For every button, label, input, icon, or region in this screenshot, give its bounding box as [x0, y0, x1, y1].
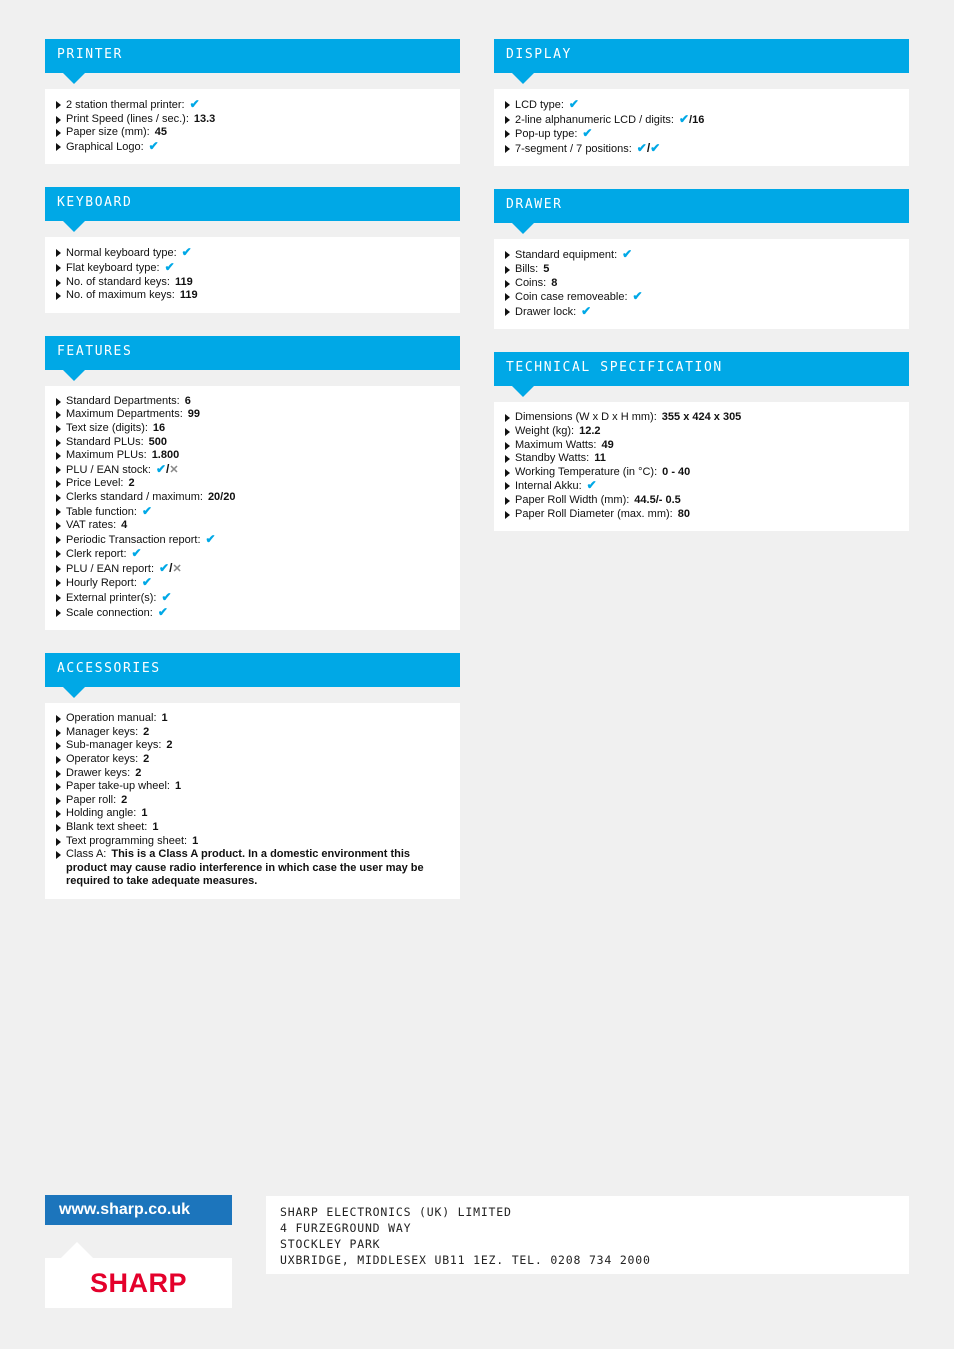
- spec-item: [56, 422, 449, 436]
- spec-value: 355 x 424 x 305: [661, 411, 742, 424]
- spec-label: Operation manual:: [66, 712, 157, 725]
- spec-value: 45: [154, 126, 167, 139]
- spec-label: Table function:: [66, 505, 137, 518]
- spec-label: Paper Roll Diameter (max. mm):: [515, 507, 673, 520]
- spec-value: 6: [184, 394, 191, 407]
- spec-item: [56, 794, 449, 808]
- spec-label: Standard PLUs:: [66, 435, 144, 448]
- spec-item: [505, 508, 898, 522]
- spec-item: [56, 477, 449, 491]
- checkmark-icon: ✔: [148, 138, 159, 153]
- spec-label: Maximum Watts:: [515, 438, 597, 451]
- spec-marks: [158, 605, 168, 619]
- spec-marks: [142, 575, 152, 589]
- accessories-list: [56, 712, 449, 889]
- features-header: FEATURES: [45, 336, 460, 370]
- spec-label: Blank text sheet:: [66, 821, 148, 833]
- spec-label: Flat keyboard type:: [66, 261, 160, 274]
- spec-marks: [161, 590, 171, 604]
- spec-value: 8: [551, 276, 558, 289]
- spec-item: [505, 142, 898, 157]
- checkmark-icon: ✔: [678, 111, 690, 126]
- logo-notch: [61, 1242, 93, 1258]
- spec-marks: [190, 97, 200, 111]
- spec-label: PLU / EAN report:: [66, 562, 155, 575]
- cross-icon: ✕: [169, 463, 179, 476]
- spec-item: [505, 290, 898, 305]
- spec-value: 12.2: [579, 424, 601, 437]
- spec-value: 1: [174, 780, 182, 793]
- spec-label: Print Speed (lines / sec.):: [66, 112, 189, 125]
- checkmark-icon: ✔: [632, 289, 643, 304]
- spec-value: 13.3: [193, 112, 216, 125]
- spec-item: [56, 436, 449, 450]
- spec-label: No. of standard keys:: [66, 275, 170, 288]
- spec-value: 2: [143, 725, 150, 738]
- spec-value: 44.5/- 0.5: [634, 493, 681, 506]
- spec-label: Holding angle:: [66, 807, 137, 820]
- checkmark-icon: ✔: [581, 303, 592, 318]
- spec-item: [56, 449, 449, 463]
- spec-value: 500: [148, 435, 168, 448]
- spec-label: Text programming sheet:: [66, 834, 188, 847]
- spec-label: 2-line alphanumeric LCD / digits:: [515, 113, 674, 126]
- spec-marks: [165, 260, 175, 274]
- spec-marks: [582, 126, 592, 140]
- spec-label: Standard equipment:: [515, 249, 618, 262]
- spec-item: [56, 505, 449, 520]
- spec-label: LCD type:: [515, 99, 564, 111]
- spec-marks: ✔/✕: [155, 461, 179, 476]
- spec-label: External printer(s):: [66, 592, 157, 605]
- printer-list: [56, 98, 449, 154]
- spec-value: 2: [128, 477, 135, 490]
- spec-item: [56, 113, 449, 127]
- drawer-header: DRAWER: [494, 189, 909, 223]
- spec-value: 1.800: [151, 449, 180, 462]
- address-line: UXBRIDGE, MIDDLESEX UB11 1EZ. TEL. 0208 734 2000: [280, 1253, 651, 1267]
- checkmark-icon: ✔: [568, 97, 579, 111]
- features-section: [45, 336, 460, 631]
- spec-item: [56, 408, 449, 422]
- spec-item: [505, 248, 898, 263]
- spec-item: [56, 739, 449, 753]
- spec-item: [56, 261, 449, 276]
- checkmark-icon: ✔: [582, 126, 593, 141]
- spec-item: [56, 807, 449, 821]
- spec-label: Periodic Transaction report:: [66, 533, 201, 546]
- spec-label: Sub-manager keys:: [66, 739, 162, 752]
- spec-item: [505, 98, 898, 113]
- spec-label: Standby Watts:: [515, 452, 590, 465]
- spec-label: Coin case removeable:: [515, 291, 628, 304]
- checkmark-icon: ✔: [159, 560, 170, 575]
- technical-list: [505, 411, 898, 521]
- spec-marks: ✔/✕: [159, 560, 182, 575]
- checkmark-icon: ✔: [650, 140, 661, 155]
- spec-item: [56, 591, 449, 606]
- spec-item: [505, 494, 898, 508]
- checkmark-icon: ✔: [205, 531, 216, 546]
- checkmark-icon: ✔: [141, 503, 152, 518]
- technical-header: TECHNICAL SPECIFICATION: [494, 352, 909, 386]
- spec-value: 2: [143, 753, 150, 766]
- spec-label: Scale connection:: [66, 606, 153, 619]
- spec-item: [505, 466, 898, 480]
- spec-item: [56, 726, 449, 740]
- spec-value: 1: [152, 821, 159, 833]
- address-line: SHARP ELECTRONICS (UK) LIMITED: [280, 1205, 512, 1219]
- spec-item: [505, 411, 898, 425]
- spec-label: Internal Akku:: [515, 480, 582, 493]
- spec-label: Graphical Logo:: [66, 140, 144, 153]
- left-column: [45, 39, 460, 922]
- spec-marks: [142, 504, 152, 518]
- spec-item: [56, 289, 449, 303]
- checkmark-icon: ✔: [131, 546, 142, 561]
- spec-value: 11: [594, 452, 606, 465]
- spec-value: 4: [121, 519, 128, 532]
- spec-item: [56, 519, 449, 533]
- spec-item: [56, 821, 449, 835]
- spec-item: [505, 479, 898, 494]
- spec-marks: ✔/✔: [636, 140, 661, 155]
- spec-marks: [587, 478, 597, 492]
- sharp-logo: [45, 1258, 232, 1308]
- spec-label: Bills:: [515, 262, 539, 275]
- spec-label: Text size (digits):: [66, 421, 148, 434]
- spec-value: 2: [121, 793, 128, 806]
- spec-marks: [679, 112, 689, 126]
- address-line: STOCKLEY PARK: [280, 1237, 381, 1251]
- checkmark-icon: ✔: [636, 140, 647, 155]
- spec-value: 49: [601, 438, 614, 451]
- spec-item: [505, 305, 898, 320]
- spec-label: VAT rates:: [66, 519, 117, 532]
- spec-marks: [581, 304, 591, 318]
- spec-item: [505, 439, 898, 453]
- spec-value: 16: [152, 421, 166, 434]
- spec-item: [56, 606, 449, 621]
- spec-label: Paper size (mm):: [66, 126, 150, 139]
- spec-item: [505, 425, 898, 439]
- spec-item: [56, 712, 449, 726]
- spec-item: [56, 276, 449, 290]
- keyboard-section: [45, 187, 460, 312]
- printer-header: PRINTER: [45, 39, 460, 73]
- checkmark-icon: ✔: [622, 247, 633, 262]
- spec-item: [505, 263, 898, 277]
- spec-item: [56, 780, 449, 794]
- cross-icon: ✕: [172, 562, 182, 575]
- spec-item: [56, 140, 449, 155]
- spec-label: Dimensions (W x D x H mm):: [515, 411, 657, 424]
- spec-label: 2 station thermal printer:: [66, 99, 185, 111]
- spec-label: Class A:: [66, 848, 107, 861]
- spec-item: [56, 246, 449, 261]
- spec-marks: [206, 532, 216, 546]
- spec-label: Maximum Departments:: [66, 408, 183, 421]
- address-line: 4 FURZEGROUND WAY: [280, 1221, 412, 1235]
- spec-label: Clerk report:: [66, 548, 127, 561]
- spec-label: Hourly Report:: [66, 577, 137, 590]
- spec-label: Clerks standard / maximum:: [66, 490, 203, 503]
- spec-item: [505, 127, 898, 142]
- spec-item: [56, 547, 449, 562]
- spec-item: [56, 835, 449, 849]
- spec-item: [56, 491, 449, 505]
- checkmark-icon: ✔: [586, 478, 597, 493]
- spec-item: [56, 395, 449, 409]
- spec-item: [505, 452, 898, 466]
- spec-value: 119: [179, 289, 198, 302]
- accessories-header: ACCESSORIES: [45, 653, 460, 687]
- spec-value: 1: [192, 834, 199, 847]
- spec-item: [56, 753, 449, 767]
- spec-item: [56, 848, 449, 889]
- checkmark-icon: ✔: [155, 461, 167, 476]
- spec-value: 80: [677, 507, 690, 520]
- spec-label: Price Level:: [66, 477, 124, 490]
- accessories-section: [45, 653, 460, 899]
- spec-label: Manager keys:: [66, 725, 139, 738]
- spec-label: Drawer keys:: [66, 766, 131, 779]
- spec-value: 2: [135, 766, 142, 779]
- spec-value: 1: [161, 712, 168, 725]
- spec-label: Paper take-up wheel:: [66, 780, 170, 793]
- keyboard-list: [56, 246, 449, 302]
- spec-suffix: /16: [689, 113, 705, 126]
- spec-value: 0 - 40: [662, 465, 691, 478]
- features-list: [56, 395, 449, 621]
- spec-item: [505, 113, 898, 128]
- spec-label: Paper roll:: [66, 793, 117, 806]
- spec-item: [56, 463, 449, 478]
- spec-item: [56, 126, 449, 140]
- spec-label: Working Temperature (in °C):: [515, 465, 658, 478]
- spec-item: [56, 533, 449, 548]
- spec-value: 5: [543, 262, 550, 275]
- spec-label: Paper Roll Width (mm):: [515, 493, 630, 506]
- display-list: [505, 98, 898, 156]
- spec-label: No. of maximum keys:: [66, 289, 175, 302]
- spec-value: 99: [187, 408, 201, 421]
- spec-item: [56, 98, 449, 113]
- spec-marks: [149, 139, 159, 153]
- spec-label: PLU / EAN stock:: [66, 463, 151, 476]
- spec-value: 20/20: [207, 490, 236, 503]
- spec-value: This is a Class A product. In a domestic environment this product may cause radio interference in which case the user may be required to take adequate measures.: [66, 848, 424, 888]
- display-header: DISPLAY: [494, 39, 909, 73]
- spec-item: [56, 562, 449, 577]
- drawer-section: [494, 189, 909, 329]
- spec-value: 2: [166, 739, 173, 752]
- company-address: [266, 1196, 909, 1274]
- spec-label: Drawer lock:: [515, 305, 577, 318]
- spec-marks: [132, 546, 142, 560]
- spec-label: Standard Departments:: [66, 394, 180, 407]
- spec-marks: [622, 247, 632, 261]
- spec-label: Pop-up type:: [515, 128, 578, 141]
- printer-section: [45, 39, 460, 164]
- checkmark-icon: ✔: [164, 259, 175, 274]
- technical-section: [494, 352, 909, 531]
- spec-item: [56, 767, 449, 781]
- spec-value: 119: [174, 275, 193, 288]
- spec-marks: [569, 97, 579, 111]
- display-section: [494, 39, 909, 166]
- checkmark-icon: ✔: [181, 245, 192, 260]
- checkmark-icon: ✔: [157, 604, 168, 619]
- spec-label: 7-segment / 7 positions:: [515, 142, 632, 155]
- spec-item: [505, 277, 898, 291]
- spec-label: Weight (kg):: [515, 424, 575, 437]
- spec-label: Normal keyboard type:: [66, 247, 177, 260]
- spec-label: Operator keys:: [66, 753, 139, 766]
- checkmark-icon: ✔: [189, 97, 200, 111]
- website-link[interactable]: www.sharp.co.uk: [45, 1195, 232, 1225]
- spec-item: [56, 576, 449, 591]
- spec-marks: [182, 245, 192, 259]
- sharp-logo-text: SHARP: [89, 1267, 187, 1298]
- drawer-list: [505, 248, 898, 319]
- spec-value: 1: [141, 807, 148, 820]
- keyboard-header: KEYBOARD: [45, 187, 460, 221]
- checkmark-icon: ✔: [161, 590, 172, 605]
- right-column: [494, 39, 909, 554]
- spec-marks: [633, 289, 643, 303]
- spec-label: Coins:: [515, 276, 547, 289]
- checkmark-icon: ✔: [141, 575, 152, 590]
- spec-label: Maximum PLUs:: [66, 449, 147, 462]
